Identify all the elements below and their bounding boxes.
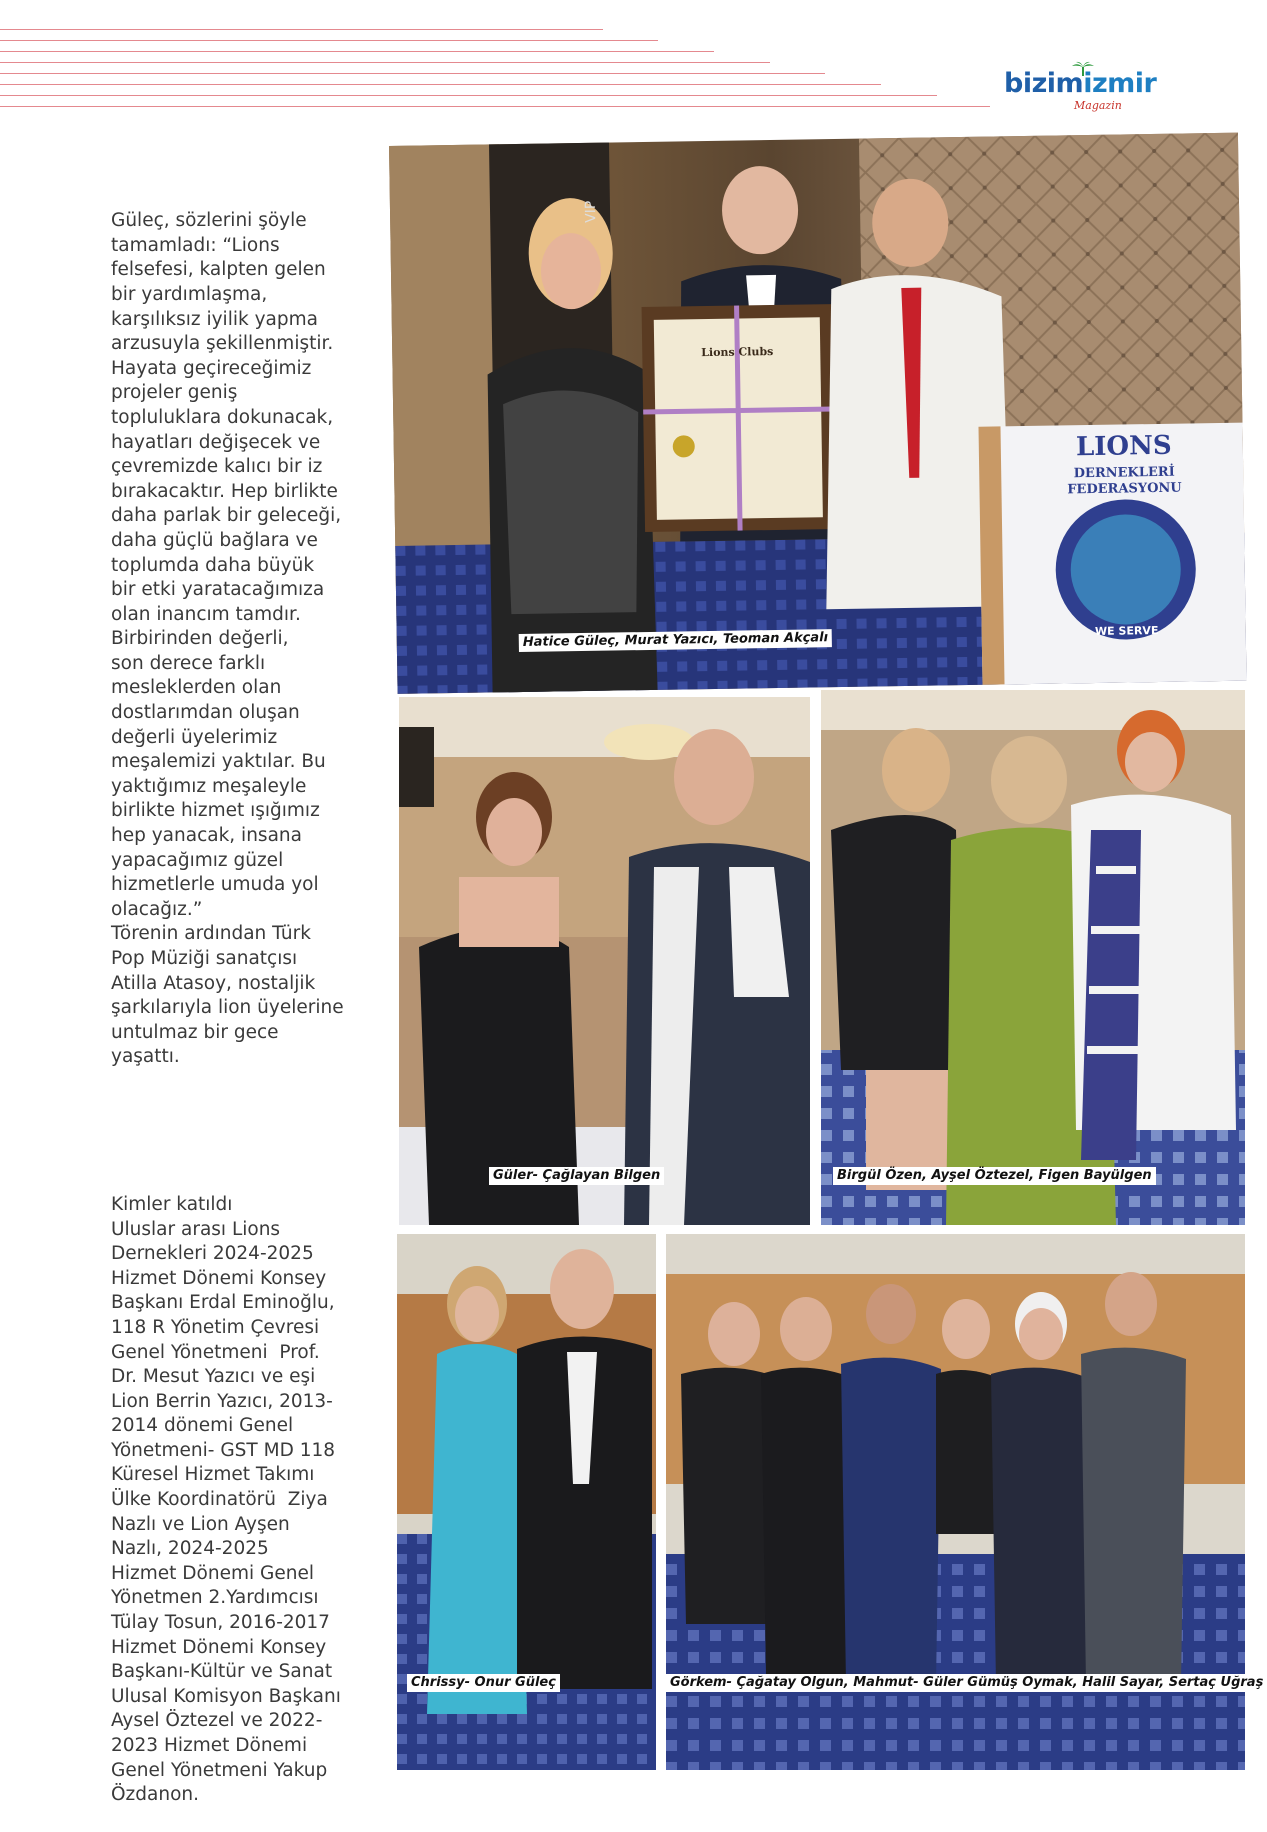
certificate-title: Lions Clubs <box>701 344 774 360</box>
photo-couple-pinning <box>399 697 810 1225</box>
photo-caption: Görkem- Çağatay Olgun, Mahmut- Güler Gümüş Oymak, Halil Sayar, Sertaç Uğraş <box>666 1674 1267 1692</box>
logo-part1: bizim <box>1004 68 1084 99</box>
photo-couple-evening <box>397 1234 656 1770</box>
podium-sign-sub2: FEDERASYONU <box>1067 480 1182 498</box>
podium-sign-text: LIONS <box>1075 430 1172 463</box>
photo-group <box>666 1234 1264 1770</box>
photo-caption: Birgül Özen, Ayşel Öztezel, Figen Bayülgen <box>833 1167 1156 1185</box>
photo-certificate-presentation <box>389 133 1247 694</box>
podium-sign-sub: DERNEKLERİ <box>1073 464 1175 482</box>
vip-side-text: VIP <box>582 200 600 223</box>
brand-logo <box>1004 68 1159 114</box>
photo-caption: Chrissy- Onur Güleç <box>407 1674 560 1692</box>
logo-wordmark <box>1004 68 1156 99</box>
article-body <box>111 160 356 1832</box>
logo-tagline: Magazin <box>1074 99 1122 112</box>
photo-caption: Güler- Çağlayan Bilgen <box>489 1167 664 1185</box>
article-paragraph-2: Kimler katıldı Uluslar arası Lions Dernekleri 2024-2025 Hizmet Dönemi Konsey Başkanı Erdal Eminoğlu, 118 R Yönetim Çevresi Genel Yönetmeni Prof. Dr. Mesut Yazıcı ve eşi Lion Berrin Yazıcı, 2013- 2014 dönemi Genel Yönetmeni- GST MD 118 Küresel Hizmet Takımı Ülke Koordinatörü Ziya Nazlı ve Lion Ayşen Nazlı, 2024-2025 Hizmet Dönemi Genel Yönetmen 2.Yardımcısı Tülay Tosun, 2016-2017 Hizmet Dönemi Konsey Başkanı-Kültür ve Sanat Ulusal Komisyon Başkanı Aysel Öztezel ve 2022- 2023 Hizmet Dönemi Genel Yönetmeni Yakup Özdanon. <box>111 1193 341 1806</box>
article-paragraph-1: Güleç, sözlerini şöyle tamamladı: “Lions felsefesi, kalpten gelen bir yardımlaşma, karşılıksız iyilik yapma arzusuyla şekillenmiştir. Hayata geçireceğimiz projeler geniş topluluklara dokunacak, hayatları değişecek ve çevremizde kalıcı bir iz bırakacaktır. Hep birlikte daha parlak bir geleceği, daha güçlü bağlara ve toplumda daha büyük bir etki yaratacağımıza olan inancım tamdır. Birbirinden değerli, son derece farklı mesleklerden olan dostlarımdan oluşan değerli üyelerimiz meşalemizi yaktılar. Bu yaktığımız meşaleyle birlikte hizmet ışığımız hep yanacak, insana yapacağımız güzel hizmetlerle umuda yol olacağız.” Törenin ardından Türk Pop Müziği sanatçısı Atilla Atasoy, nostaljik şarkılarıyla lion üyelerine untulmaz bir gece yaşattı. <box>111 210 344 1068</box>
photo-three-women <box>821 690 1245 1225</box>
photo-caption: Hatice Güleç, Murat Yazıcı, Teoman Akçalı <box>519 629 833 652</box>
seal-text: WE SERVE <box>1094 623 1159 638</box>
header-stripes <box>0 0 990 110</box>
logo-part2: izmir <box>1083 68 1157 99</box>
